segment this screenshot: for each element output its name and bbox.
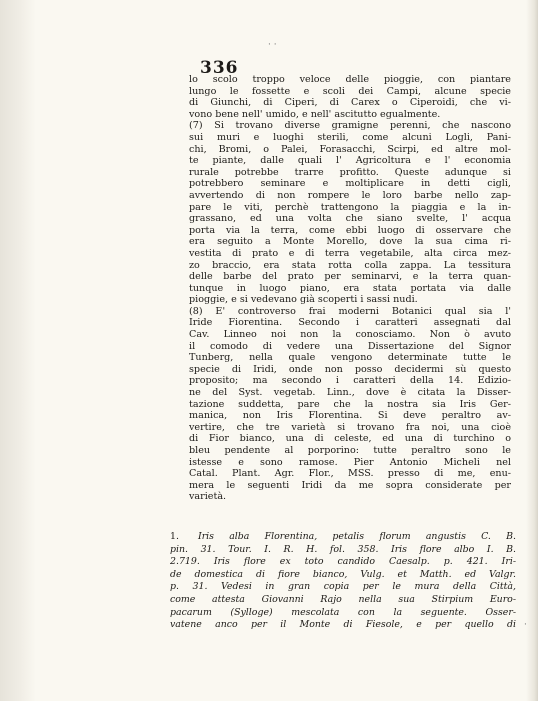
footnote-line: pin. 31. Tour. I. R. H. fol. 358. Iris flore albo I. B. <box>170 543 516 555</box>
text-line: varietà. <box>189 491 227 503</box>
text-line: era seguito a Monte Morello, dove la sua cima ri- <box>189 236 511 248</box>
text-line: tazione suddetta, pare che la nostra sia Iris Ger- <box>189 398 511 410</box>
text-line: il comodo di vedere una Dissertazione del Signor <box>189 340 511 352</box>
text-line: vono bene nell' umido, e nell' ascitutto egualmente. <box>189 108 441 120</box>
page-number: 336 <box>200 58 239 78</box>
text-line: zo braccio, era stata rotta colla zappa. La tessitura <box>189 259 511 271</box>
footnote-line: vatene anco per il Monte di Fiesole, e per quello di <box>170 619 516 631</box>
text-line: tunque in luogo piano, era stata portata via dalle <box>189 282 511 294</box>
text-line: Catal. Plant. Agr. Flor., MSS. presso di me, enu- <box>189 468 511 480</box>
text-line: Iride Fiorentina. Secondo i caratteri assegnati dal <box>189 317 511 329</box>
text-line: (8) E' controverso frai moderni Botanici qual sia l' <box>189 305 511 317</box>
text-line: grassano, ed una volta che siano svelte, l' acqua <box>189 213 511 225</box>
footnote-line: pacarum (Sylloge) mescolata con la seguente. Osser- <box>170 606 516 618</box>
footnote <box>170 531 516 632</box>
scan-speck: · · <box>268 40 277 50</box>
text-line: Cav. Linneo noi non la conosciamo. Non ò avuto <box>189 329 511 341</box>
footnote-line: p. 31. Vedesi in gran copia per le mura della Città, <box>170 581 516 593</box>
text-line: pioggie, e si vedevano già scoperti i sassi nudi. <box>189 294 418 306</box>
text-line: porta via la terra, come ebbi luogo di osservare che <box>189 224 511 236</box>
text-line: (7) Si trovano diverse gramigne perenni, che nascono <box>189 120 511 132</box>
text-line: vestita di prato e di terra vegetabile, alta circa mez- <box>189 247 511 259</box>
text-line: rurale potrebbe trarre profitto. Queste adunque si <box>189 166 511 178</box>
text-line: chi, Bromi, o Palei, Forasacchi, Scirpi, ed altre mol- <box>189 143 511 155</box>
text-line: sui muri e luoghi sterili, come alcuni Logli, Pani- <box>189 131 511 143</box>
text-line: te piante, dalle quali l' Agricoltura e l' economia <box>189 155 511 167</box>
text-line: ne del Syst. vegetab. Linn., dove è citata la Disser- <box>189 387 511 399</box>
footnote-line: Iris alba Florentina, petalis florum angustis C. B. <box>198 531 516 542</box>
text-line: pare le viti, perchè trattengono la piaggia e la in- <box>189 201 511 213</box>
footnote-line: 2.719. Iris flore ex toto candido Caesalp. p. 421. Iri- <box>170 556 516 568</box>
text-line: Tunberg, nella quale vengono determinate tutte le <box>189 352 511 364</box>
binding-shadow <box>0 0 36 701</box>
text-line: istesse e sono ramose. Pier Antonio Micheli nel <box>189 456 511 468</box>
text-line: di Fior bianco, una di celeste, ed una di turchino o <box>189 433 511 445</box>
body-text <box>189 74 511 503</box>
text-line: specie di Iridi, onde non posso decidermi sù questo <box>189 363 511 375</box>
footnote-line: come attesta Giovanni Rajo nella sua Stirpium Euro- <box>170 593 516 605</box>
text-line: avvertendo di non rompere le loro barbe nello zap- <box>189 189 511 201</box>
text-line: lo scolo troppo veloce delle pioggie, con piantare <box>189 74 511 85</box>
text-line: potrebbero seminare e moltiplicare in detti cigli, <box>189 178 511 190</box>
footnote-line: de domestica di fiore bianco, Vulg. et Matth. ed Valgr. <box>170 568 516 580</box>
text-line: proposito; ma secondo i caratteri della 14. Edizio- <box>189 375 511 387</box>
text-line: lungo le fossette e scoli dei Campi, alcune specie <box>189 85 511 97</box>
text-line: vertire, che tre varietà si trovano fra noi, una cioè <box>189 421 511 433</box>
page-edge <box>526 0 538 701</box>
text-line: manica, non Iris Florentina. Si deve peraltro av- <box>189 410 511 422</box>
text-line: delle barbe del prato per seminarvi, e la terra quan- <box>189 271 511 283</box>
text-line: bleu pendente al porporino: tutte peraltro sono le <box>189 445 511 456</box>
text-line: mera le seguenti Iridi da me sopra considerate per <box>189 479 511 491</box>
text-line: di Giunchi, di Ciperi, di Carex o Ciperoidi, che vi- <box>189 97 511 109</box>
scan-speck: · <box>524 620 527 630</box>
footnote-number: 1. <box>170 531 179 542</box>
